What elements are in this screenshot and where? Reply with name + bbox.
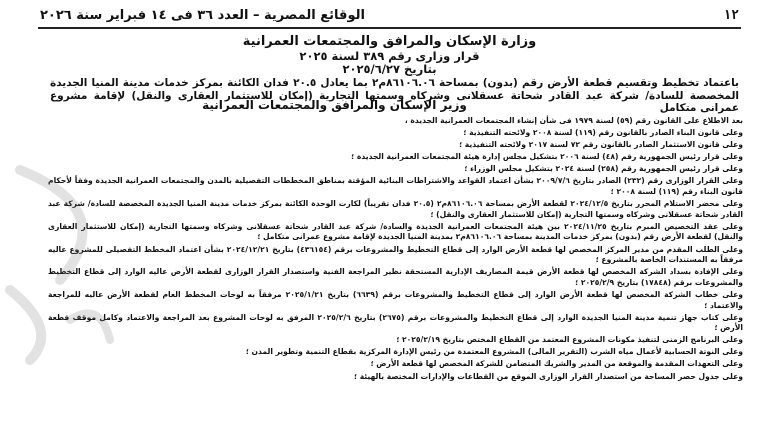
decree-preamble: باعتماد تخطيط وتقسيم قطعة الأرض رقم (بدون) بمساحة ٨٦١٠٦.٠٦م٢ بما يعادل ٢٠.٥ فدان الكائنة بمركز خدمات مدينة المنيا الجديدة المخصصة للسادة/ شركة عبد القادر شحاتة عسقلانى وشركاه وسمتها التجارية (إمكان للاستثمار العقارى والنقل) لإقامة مشروع عمرانى متكامل [50,77,740,115]
paragraph: وعلى قرار رئيس الجمهورية رقم (٢٥٨) لسنة ٢٠٢٤ بتشكيل مجلس الوزراء ؛ [464,164,743,174]
paragraph: وعلى النوتة الحسابية لأعمال مياه الشرب (التقرير المالى) المشروع المعتمدة من رئيس الإدارة المركزية بقطاع التنمية وتطوير المدن ؛ [245,347,743,357]
ministry-heading: وزارة الإسكان والمرافق والمجتمعات العمرانية [242,34,537,49]
decree-date: بتاريخ ٢٠٢٥/٦/٢٧ [342,62,437,76]
minister-heading: وزير الإسكان والمرافق والمجتمعات العمرانية [202,98,467,112]
decree-body [48,116,743,384]
paragraph: وعلى عقد التخصيص المبرم بتاريخ ٢٠٢٤/١١/٢٥ بين هيئة المجتمعات العمرانية الجديدة والسادة/ شركة عبد القادر شحاتة عسقلانى وشركاه وسمتها التجارية (إمكان للاستثمار العقارى والنقل) لقطعة الأرض رقم (بدون) بمركز خدمات المدينة بمساحة ٨٦١٠٦.٠٦م٢ بمدينة المنيا الجديدة لإقامة مشروع عمرانى متكامل ؛ [48,221,743,242]
paragraph: وعلى القرار الوزارى رقم (٢٣٢) الصادر بتاريخ ٢٠٠٩/٧/٦ بشأن اعتماد القواعد والاشتراطات البنائية المؤقتة بمناطق المخططات التفصيلية بالمدن والمجتمعات العمرانية الجديدة وفقاً لأحكام قانون البناء رقم (١١٩) لسنة ٢٠٠٨ ؛ [48,176,743,197]
paragraph: وعلى قرار رئيس الجمهورية رقم (٤٨) لسنة ٢٠٠٦ بتشكيل مجلس إدارة هيئة المجتمعات العمرانية الجديدة ؛ [351,152,743,162]
paragraph: بعد الاطلاع على القانون رقم (٥٩) لسنة ١٩٧٩ فى شأن إنشاء المجتمعات العمرانية الجديدة ، [404,116,743,125]
paragraph: وعلى كتاب جهاز تنمية مدينة المنيا الجديدة الوارد إلى قطاع التخطيط والمشروعات برقم (٢٦٧٥) بتاريخ ٢٠٢٥/٢/٦ المرفق به لوحات المشروع بعد المراجعة والاعتماد وكامل موقف قطعة الأرض ؛ [48,312,744,333]
paragraph: وعلى البرنامج الزمنى لتنفيذ مكونات المشروع المعتمد من القطاع المختص بتاريخ ٢٠٢٥/٢/١٩ ؛ [396,335,743,345]
gazette-title: الوقائع المصرية – العدد ٣٦ فى ١٤ فبراير سنة ٢٠٢٦ [40,7,365,23]
decree-number: قرار وزارى رقم ٣٨٩ لسنة ٢٠٢٥ [299,49,480,63]
paragraph: وعلى خطاب الشركة المخصص لها قطعة الأرض الوارد إلى قطاع التخطيط والمشروعات برقم (٦٦٣٩) بتاريخ ٢٠٢٥/١/٢١ مرفقاً به لوحات المخطط العام لقطعة الأرض عاليه للمراجعة والاعتماد ؛ [48,289,743,310]
paragraph: وعلى محضر الاستلام المحرر بتاريخ ٢٠٢٤/١٢/٥ لقطعة الأرض بمساحة ٨٦١٠٦.٠٦م٢ (٢٠.٥ فدان تقريباً) لكارت الوحدة الكائنة بمركز خدمات مدينة المنيا الجديدة المخصصة للسادة/ شركة عبد القادر شحاتة عسقلانى وشركاه وسمتها التجارية (إمكان للاستثمار العقارى والنقل) ؛ [48,199,744,219]
paragraph: وعلى التعهدات المقدمة والموقعة من المدير والشريك المتضامن للشركة المخصص لها قطعة الأرض ؛ [370,359,743,369]
page-header [40,4,739,26]
paragraph: وعلى جدول حصر المساحة من استصدار القرار الوزارى الموقع من القطاعات والإدارات المختصة بالهيئة ؛ [354,371,743,381]
header-divider [38,27,741,29]
paragraph: وعلى الطلب المقدم من مدير المركز المخصص لها قطعة الأرض الوارد إلى قطاع التخطيط والمشروعات برقم (٤٣٦١٥٤) بتاريخ ٢٠٢٤/١٢/٢١ بشأن اعتماد المخطط التفصيلى للمشروع عاليه مرفقاً به المستندات الخاصة بالمشروع ؛ [48,244,743,265]
page-number: ١٢ [723,7,739,23]
watermark-emblem [0,150,150,370]
paragraph: وعلى قانون الاستثمار الصادر بالقانون رقم ٧٢ لسنة ٢٠١٧ ولائحته التنفيذية ؛ [459,140,743,150]
paragraph: وعلى الإفادة بسداد الشركة المخصص لها قطعة الأرض قيمة المصاريف الإدارية المستحقة نظير المراجعة الفنية واستصدار القرار الوزارى لقطعة الأرض عاليه الوارد إلى قطاع التخطيط والمشروعات برقم (١٧٨٤٨) بتاريخ ٢٠٢٥/٢/٩ ؛ [48,267,743,287]
paragraph: وعلى قانون البناء الصادر بالقانون رقم (١١٩) لسنة ٢٠٠٨ ولائحته التنفيذية ؛ [463,128,743,138]
